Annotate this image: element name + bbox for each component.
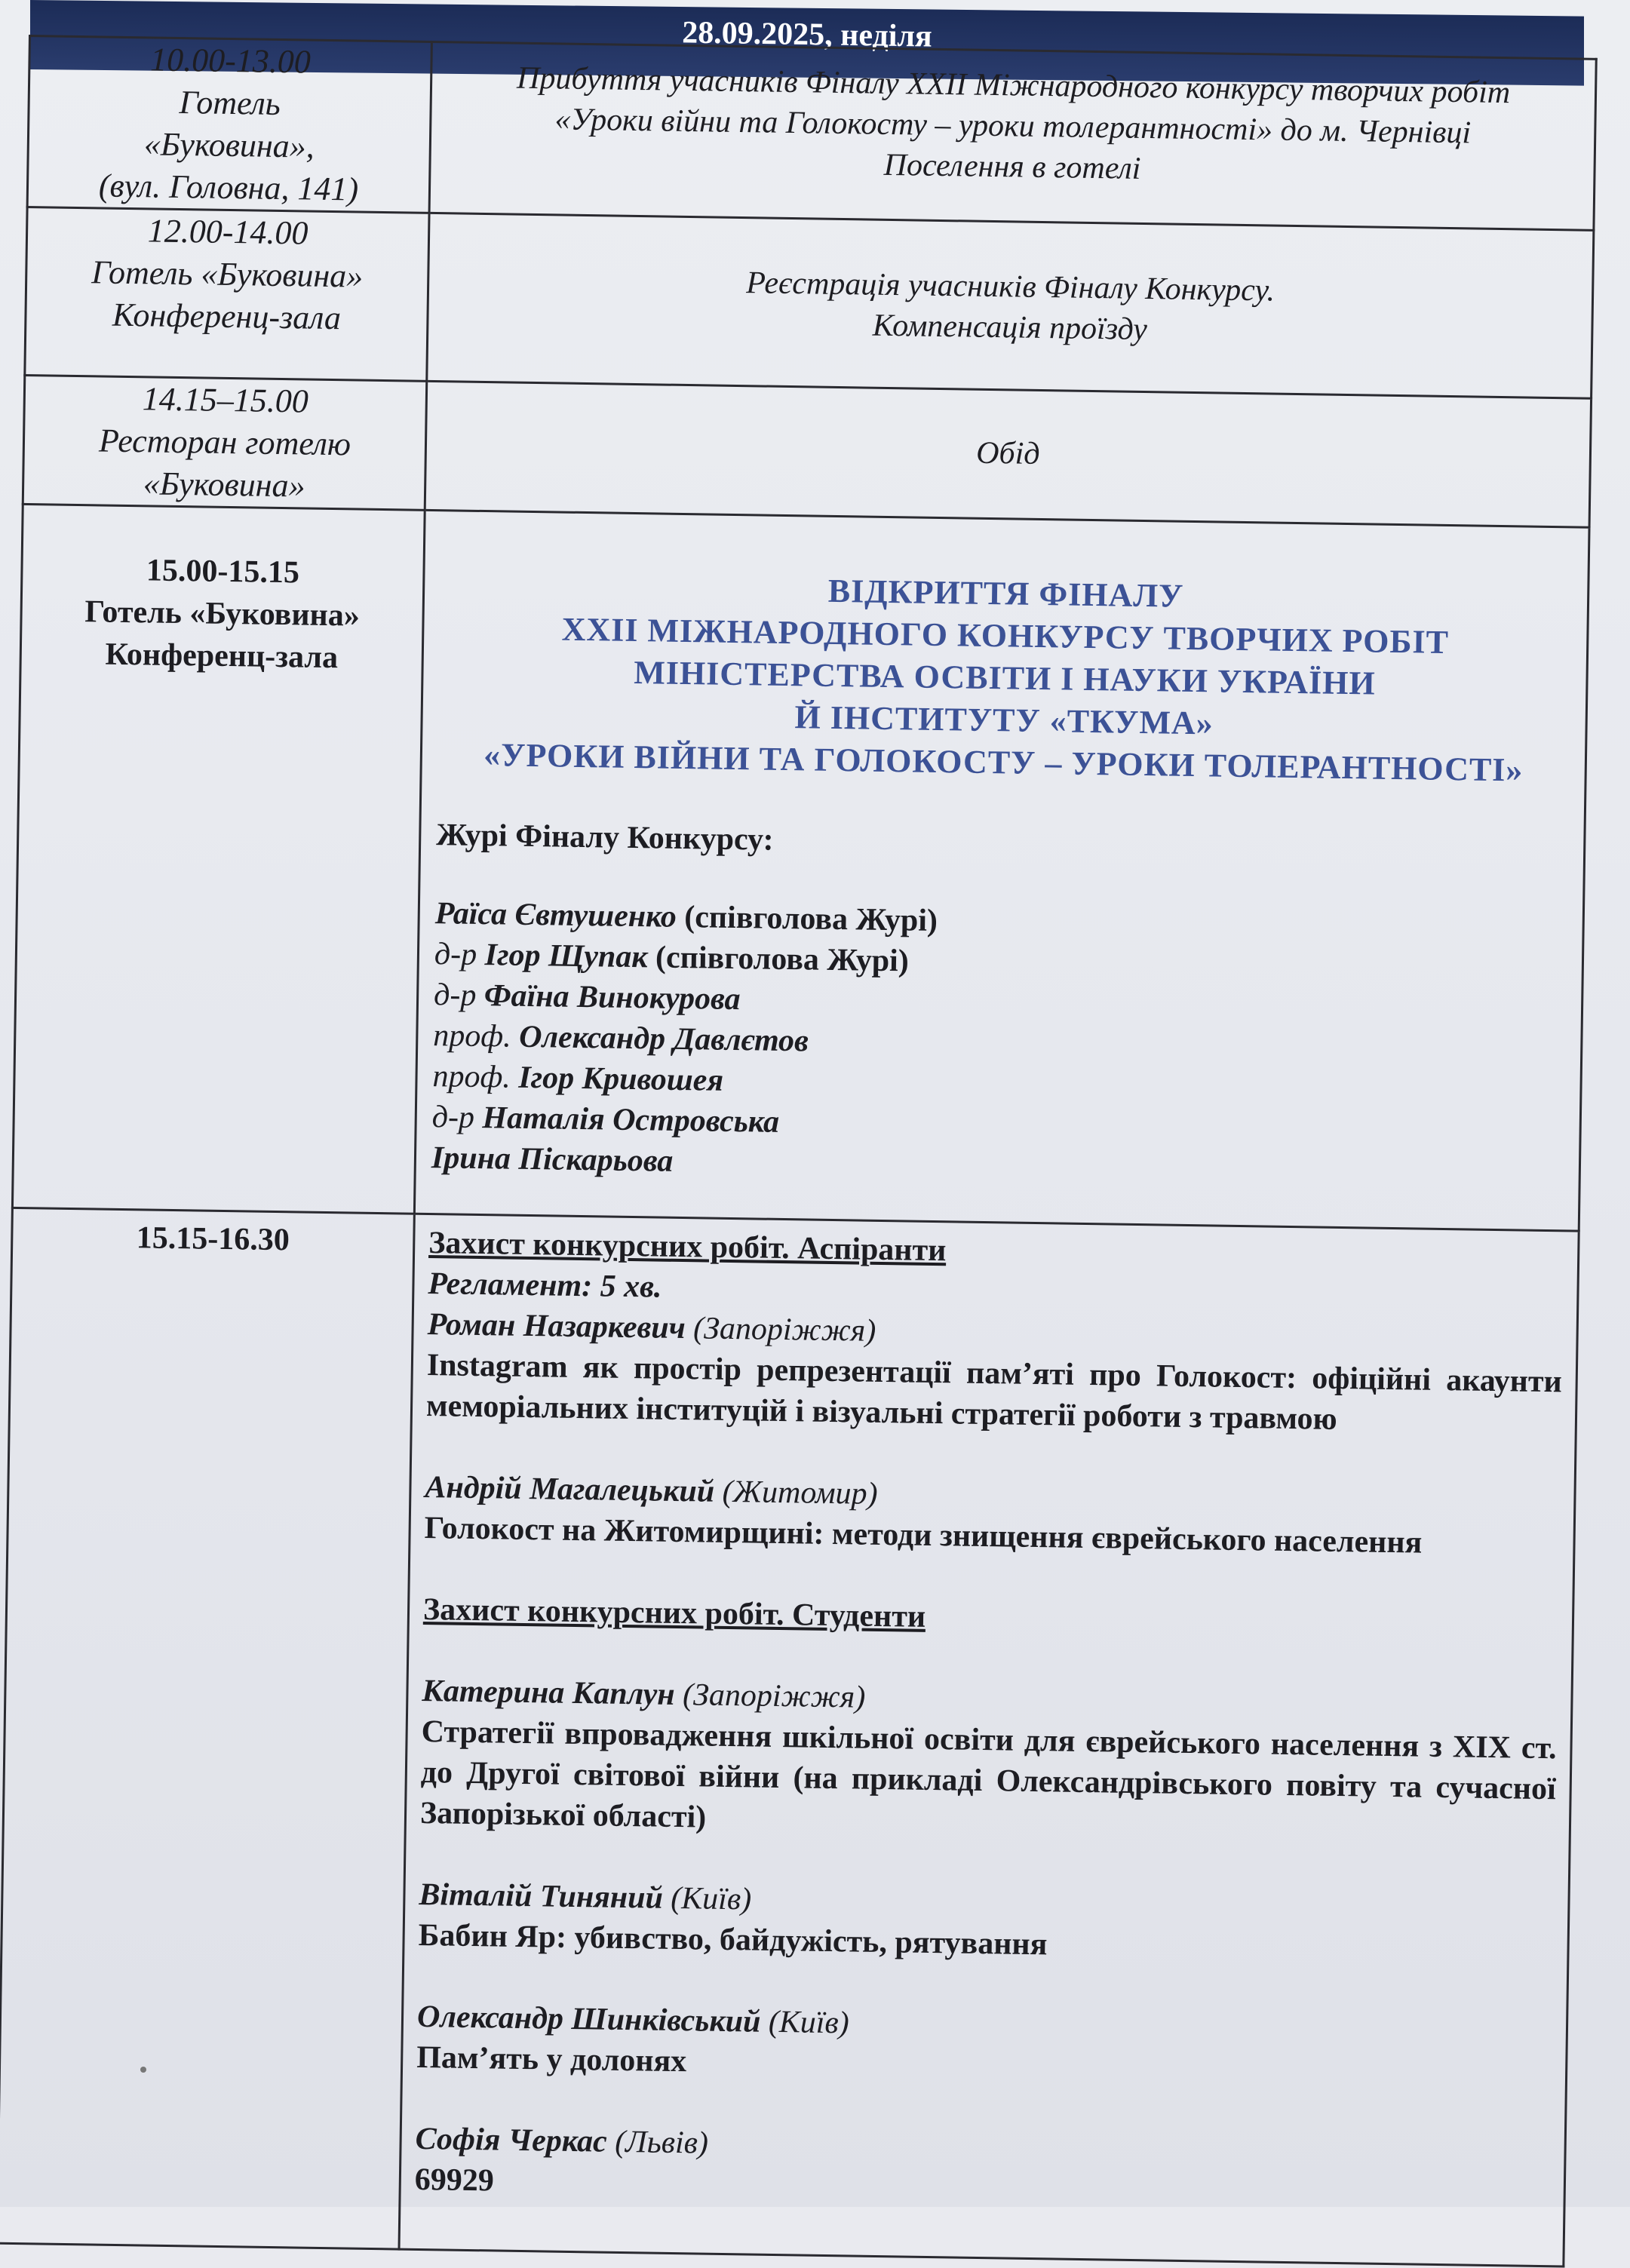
- place-line: «Буковина»,: [143, 125, 315, 165]
- jury-list: [431, 893, 1582, 1195]
- paper-mark: [140, 2067, 146, 2073]
- opening-line: ВІДКРИТТЯ ФІНАЛУ: [827, 572, 1184, 615]
- jury-role: (співголова Журі): [683, 900, 938, 939]
- table-row: [12, 504, 1589, 1231]
- jury-prefix: проф.: [432, 1059, 511, 1095]
- speaker-name: Роман Назаркевич: [427, 1307, 686, 1346]
- jury-name: Ірина Піскарьова: [431, 1140, 674, 1179]
- speaker-topic: Instagram як простір репрезентації пам’яті про Голокост: офіційні акаунти меморіальних інституцій і візуальні стратегії роботи з травмою: [425, 1348, 1563, 1437]
- speaker-city: (Київ): [671, 1880, 752, 1917]
- speaker-name: Олександр Шинківський: [416, 1999, 761, 2039]
- event-line: Компенсація проїзду: [872, 308, 1148, 348]
- speaker-city: (Запоріжжя): [682, 1677, 866, 1715]
- event-line: Реєстрація учасників Фіналу Конкурсу.: [745, 265, 1275, 308]
- jury-heading: Журі Фіналу Конкурсу:: [435, 818, 774, 858]
- speaker-city: (Львів): [614, 2124, 709, 2161]
- table-row: [25, 207, 1594, 398]
- jury-prefix: д-р: [431, 1100, 475, 1135]
- event-cell: [427, 213, 1594, 398]
- table-row: [27, 36, 1596, 231]
- jury-name: Наталія Островська: [482, 1100, 780, 1140]
- time: 15.00-15.15: [146, 553, 300, 591]
- time: 14.15–15.00: [142, 380, 309, 420]
- table-row: [0, 1208, 1579, 2266]
- speaker-topic: Стратегії впровадження шкільної освіти для єврейського населення з XIX ст. до Другої світової війни (на прикладі Олександрівського повіту та сучасної Запорізької області): [419, 1714, 1557, 1835]
- opening-line: «УРОКИ ВІЙНИ ТА ГОЛОКОСТУ – УРОКИ ТОЛЕРАНТНОСТІ»: [483, 736, 1524, 789]
- place-line: Готель «Буковина»: [84, 594, 361, 634]
- place-line: Конференц-зала: [112, 296, 342, 337]
- speaker-city: (Київ): [768, 2004, 850, 2041]
- jury-prefix: д-р: [433, 977, 477, 1013]
- time-place-cell: [0, 1208, 414, 2249]
- time: 15.15-16.30: [136, 1220, 290, 1258]
- speaker-city: (Запоріжжя): [692, 1311, 876, 1349]
- speaker-topic: Пам’ять у долонях: [416, 2039, 687, 2079]
- speaker-name: Катерина Каплун: [422, 1673, 676, 1712]
- jury-name: Ігор Щупак: [484, 938, 648, 975]
- jury-role: (співголова Журі): [655, 940, 910, 979]
- speaker-topic: Бабин Яр: убивство, байдужість, рятування: [418, 1917, 1048, 1963]
- place-line: Ресторан готелю: [98, 422, 351, 463]
- speaker-name: Софія Черкас: [415, 2121, 608, 2159]
- jury-name: Фаїна Винокурова: [483, 978, 741, 1017]
- event-cell: [414, 510, 1589, 1231]
- opening-line: Й ІНСТИТУТУ «ТКУМА»: [794, 698, 1214, 742]
- jury-prefix: д-р: [434, 937, 477, 972]
- event-line: Прибуття учасників Фіналу XXII Міжнародного конкурсу творчих робіт: [516, 60, 1511, 111]
- event-cell: [429, 41, 1596, 230]
- time-place-cell: [23, 375, 426, 510]
- event-line: «Уроки війни та Голокосту – уроки толерантності» до м. Чернівці: [554, 102, 1472, 151]
- speaker-name: Віталій Тиняний: [419, 1877, 664, 1916]
- place-line: (вул. Головна, 141): [98, 167, 359, 208]
- speaker-topic: 69929: [414, 2162, 495, 2199]
- section-heading-postgrads: Захист конкурсних робіт. Аспіранти: [428, 1226, 947, 1269]
- place-line: Готель «Буковина»: [91, 253, 364, 295]
- time: 10.00-13.00: [149, 41, 312, 81]
- section-heading-students: Захист конкурсних робіт. Студенти: [422, 1591, 926, 1634]
- place-line: «Буковина»: [143, 465, 305, 505]
- time-place-cell: [27, 36, 431, 213]
- opening-line: МІНІСТЕРСТВА ОСВІТИ І НАУКИ УКРАЇНИ: [633, 653, 1377, 702]
- jury-name: Ігор Кривошея: [518, 1060, 724, 1098]
- opening-title: [422, 564, 1587, 793]
- time: 12.00-14.00: [147, 212, 309, 252]
- speaker-topic: Голокост на Житомирщині: методи знищення єврейського населення: [424, 1511, 1423, 1561]
- opening-line: XXII МІЖНАРОДНОГО КОНКУРСУ ТВОРЧИХ РОБІТ: [561, 610, 1450, 661]
- time-place-cell: [25, 207, 429, 381]
- jury-name: Олександр Давлєтов: [518, 1019, 809, 1059]
- jury-name: Раїса Євтушенко: [434, 896, 677, 935]
- time-place-cell: [12, 504, 425, 1214]
- event-line: Поселення в готелі: [883, 147, 1141, 186]
- place-line: Конференц-зала: [105, 637, 339, 676]
- jury-prefix: проф.: [433, 1018, 512, 1054]
- programme-table: [0, 35, 1598, 2268]
- event-line: Обід: [975, 435, 1040, 471]
- date-header: 28.09.2025, неділя: [681, 15, 933, 54]
- speaker-name: Андрій Магалецький: [425, 1470, 715, 1509]
- event-cell: [425, 381, 1591, 527]
- defence-section: [401, 1215, 1577, 2217]
- regulation: Регламент: 5 хв.: [428, 1266, 662, 1305]
- place-line: Готель: [179, 83, 281, 122]
- table-row: [23, 375, 1591, 527]
- event-cell: [399, 1214, 1579, 2266]
- speaker-city: (Житомир): [722, 1474, 878, 1511]
